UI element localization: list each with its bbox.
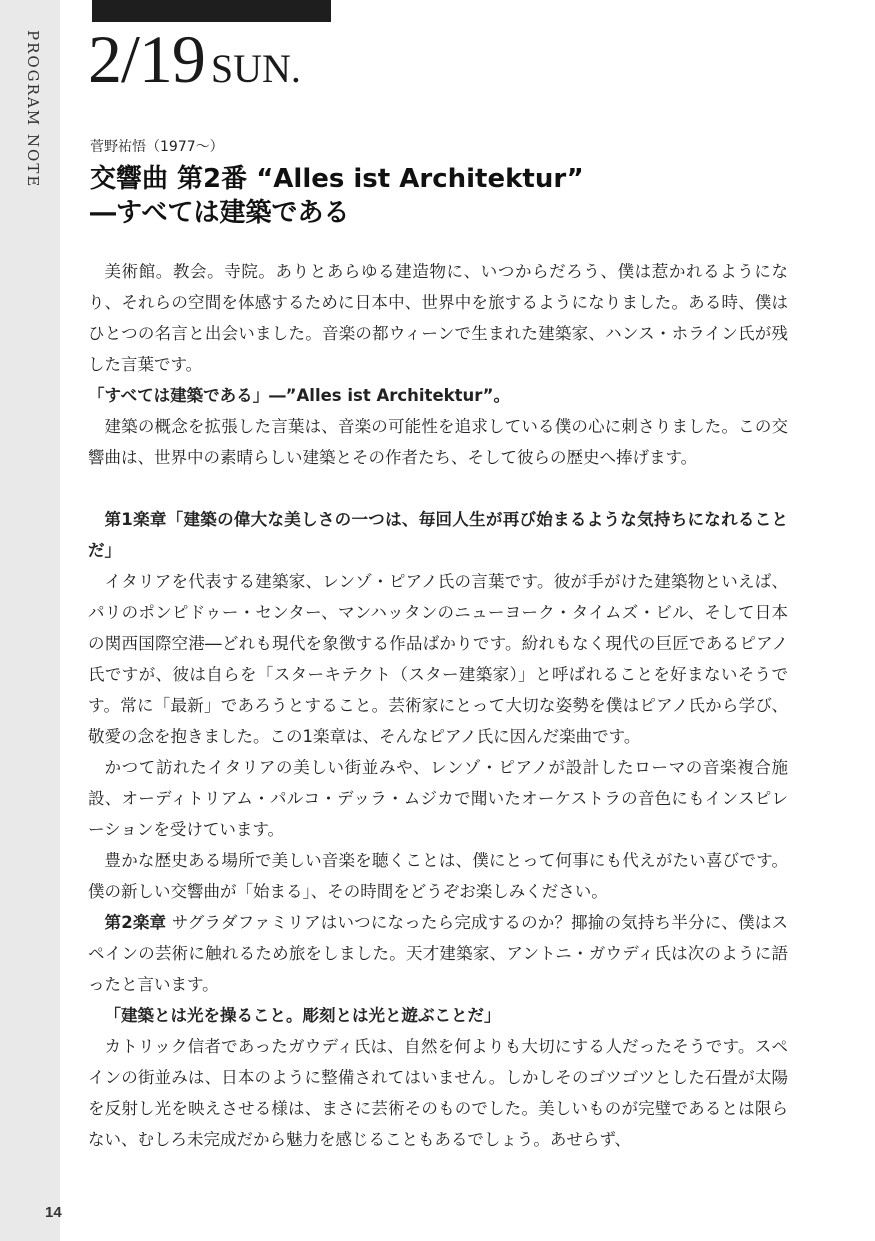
quote: 「すべては建築である」―”Alles ist Architektur”。 [88, 386, 511, 405]
section-label: PROGRAM NOTE [24, 30, 42, 189]
movement-heading: 第1楽章「建築の偉大な美しさの一つは、毎回人生が再び始まるような気持ちになれることだ」 [88, 510, 788, 560]
page-number: 14 [45, 1204, 62, 1221]
work-title [90, 162, 584, 230]
program-note-body [88, 256, 788, 1155]
header-bar [92, 0, 331, 22]
paragraph: 美術館。教会。寺院。ありとあらゆる建造物に、いつからだろう、僕は惹かれるようになり、それらの空間を体感するために日本中、世界中を旅するようになりました。ある時、僕はひとつの名言と出会いました。音楽の都ウィーンで生まれた建築家、ハンス・ホライン氏が残した言葉です。 [88, 262, 788, 374]
paragraph: かつて訪れたイタリアの美しい街並みや、レンゾ・ピアノが設計したローマの音楽複合施設、オーディトリアム・パルコ・デッラ・ムジカで聞いたオーケストラの音色にもインスピレーションを受けています。 [88, 758, 788, 839]
concert-date [88, 20, 301, 99]
composer-name: 菅野祐悟（1977～） [90, 139, 224, 155]
work-title-line1: 交響曲 第2番 “Alles ist Architektur” [90, 164, 584, 194]
date-weekday: SUN. [210, 46, 301, 91]
movement-label: 第2楽章 [104, 913, 167, 932]
spacer [88, 473, 788, 504]
work-title-line2: ―すべては建築である [90, 198, 350, 228]
paragraph-text: サグラダファミリアはいつになったら完成するのか？揶揄の気持ち半分に、僕はスペインの芸術に触れるため旅をしました。天才建築家、アントニ・ガウディ氏は次のように語ったと言います。 [88, 913, 789, 994]
quote: 「建築とは光を操ること。彫刻とは光と遊ぶことだ」 [104, 1006, 501, 1025]
paragraph [88, 907, 788, 1000]
date-number: 2/19 [88, 21, 205, 97]
paragraph: イタリアを代表する建築家、レンゾ・ピアノ氏の言葉です。彼が手がけた建築物といえば、パリのポンピドゥー・センター、マンハッタンのニューヨーク・タイムズ・ビル、そして日本の関西国際空港―どれも現代を象徴する作品ばかりです。紛れもなく現代の巨匠であるピアノ氏ですが、彼は自らを「スターキテクト（スター建築家）」と呼ばれることを好まないそうです。常に「最新」であろうとすること。芸術家にとって大切な姿勢を僕はピアノ氏から学び、敬愛の念を抱きました。この1楽章は、そんなピアノ氏に因んだ楽曲です。 [88, 572, 788, 746]
paragraph: カトリック信者であったガウディ氏は、自然を何よりも大切にする人だったそうです。スペインの街並みは、日本のように整備されてはいません。しかしそのゴツゴツとした石畳が太陽を反射し光を映えさせる様は、まさに芸術そのものでした。美しいものが完璧であるとは限らない、むしろ未完成だから魅力を感じることもあるでしょう。あせらず、 [88, 1037, 788, 1149]
side-strip [0, 0, 60, 1241]
paragraph: 建築の概念を拡張した言葉は、音楽の可能性を追求している僕の心に刺さりました。この交響曲は、世界中の素晴らしい建築とその作者たち、そして彼らの歴史へ捧げます。 [88, 417, 788, 467]
paragraph: 豊かな歴史ある場所で美しい音楽を聴くことは、僕にとって何事にも代えがたい喜びです。僕の新しい交響曲が「始まる」、その時間をどうぞお楽しみください。 [88, 851, 788, 901]
